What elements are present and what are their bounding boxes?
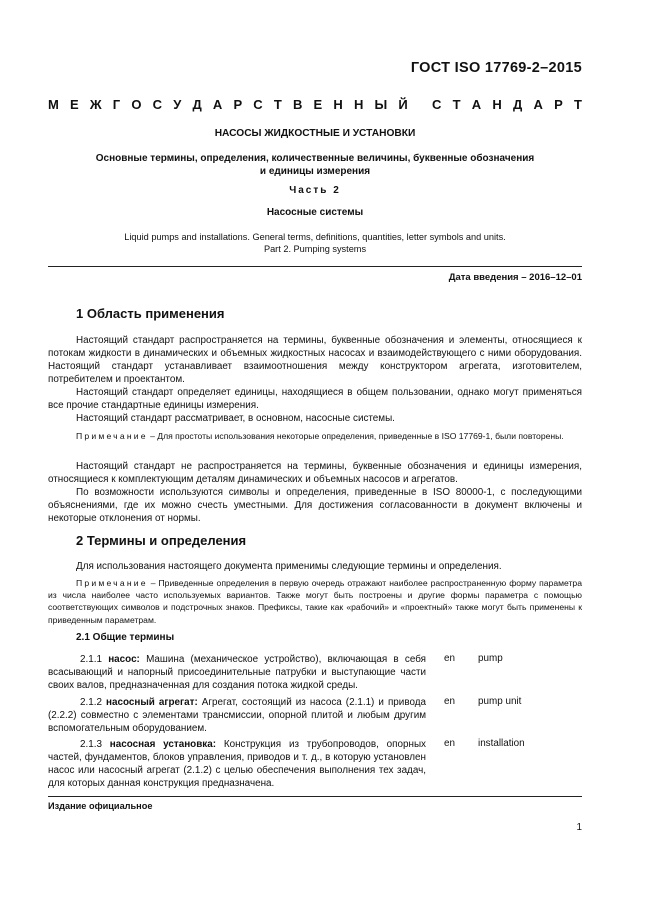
section-1-note: Примечание – Для простоты использования некоторые определения, приведенные в ISO 17769-1, были повторены. [76, 431, 564, 441]
term-equivalent: installation [478, 738, 525, 749]
official-edition-label: Издание официальное [48, 801, 153, 811]
section-1-paragraph-2: Настоящий стандарт определяет единицы, находящиеся в общем пользовании, однако могут применяться все прочие стандартные единицы измерения. [48, 387, 582, 411]
section-2-note: Примечание – Приведенные определения в первую очередь отражают наиболее распространенную форму параметра из числа наиболее часто используемых вариантов. Также могут быть построены и другие формы параметра с помощью соответствующих символов и подстрочных знаков. Префиксы, такие как «рабочий» и «проектный» также могут быть применены к приведенным параметрам. [48, 578, 582, 625]
term-equivalent: pump unit [478, 696, 522, 707]
banner-letter: Н [492, 97, 502, 112]
term-name: насосная установка: [109, 739, 217, 750]
banner-letter: Т [573, 97, 582, 112]
banner-letter: Й [398, 97, 408, 112]
note-label: Примечание [76, 578, 148, 588]
interstate-word [48, 97, 408, 112]
term-name: насос: [108, 654, 140, 665]
banner-letter: Р [233, 97, 243, 112]
section-2-heading: 2 Термины и определения [76, 533, 247, 548]
banner-letter: Ж [89, 97, 102, 112]
section-1-paragraph-1: Настоящий стандарт распространяется на термины, буквенные обозначения и элементы, относящиеся к потокам жидкости в динамических и объемных жидкостных насосах и взаимодействующего с ними оборудования. Настоящий стандарт устанавливает взаимоотношения между конструктором агрегата, изготовителем, потребителем и проектантом. [48, 335, 582, 385]
document-subtitle [48, 153, 582, 178]
english-title-line-2: Part 2. Pumping systems [263, 243, 367, 254]
english-title [48, 232, 582, 255]
english-title-line-1: Liquid pumps and installations. General terms, definitions, quantities, letter symbols and units. [124, 232, 506, 242]
document-title: НАСОСЫ ЖИДКОСТНЫЕ И УСТАНОВКИ [214, 128, 416, 139]
section-1-heading: 1 Область применения [76, 306, 225, 321]
term-entry: 2.1.2 насосный агрегат: Агрегат, состоящий из насоса (2.1.1) и привода (2.2.2) совместно с элементами трансмиссии, опорной плитой и любым другим вспомогательным оборудованием. [48, 697, 426, 734]
banner-letter: Ы [374, 97, 388, 112]
banner-letter: С [152, 97, 163, 112]
term-equivalent: pump [478, 653, 503, 664]
banner-letter: Е [313, 97, 323, 112]
banner-letter: Н [333, 97, 343, 112]
part-label: Часть 2 [289, 185, 341, 196]
term-entry: 2.1.3 насосная установка: Конструкция из трубопроводов, опорных частей, фундаментов, блоков управления, приводов и т. д., в которую установлен насос или насосный агрегат (2.1.2) с целью обеспечения выполнения тех задач, для которых данная конструкция предназначена. [48, 739, 426, 789]
banner-letter: С [432, 97, 442, 112]
banner-letter: Д [192, 97, 202, 112]
standard-word [432, 97, 582, 112]
section-1-paragraph-3: Настоящий стандарт рассматривает, в основном, насосные системы. [76, 413, 395, 424]
header-rule [48, 266, 582, 267]
banner-letter: О [131, 97, 142, 112]
term-language: en [444, 653, 455, 664]
banner-letter: А [471, 97, 482, 112]
gost-code: ГОСТ ISO 17769-2–2015 [410, 60, 582, 76]
banner-letter: Е [70, 97, 79, 112]
banner-letter: Н [353, 97, 364, 112]
subsection-heading: 2.1 Общие термины [76, 632, 175, 643]
banner-letter: Д [513, 97, 523, 112]
banner-letter: В [292, 97, 303, 112]
term-language: en [444, 738, 455, 749]
page-number: 1 [576, 822, 582, 833]
section-1-paragraph-4: Настоящий стандарт не распространяется на термины, буквенные обозначения и единицы измерения, относящиеся к комплектующим деталям динамических и объемных насосов и агрегатов. [48, 461, 582, 485]
interstate-standard-banner [48, 97, 582, 112]
banner-letter: А [212, 97, 223, 112]
introduction-date: Дата введения – 2016–12–01 [448, 272, 582, 283]
banner-letter: М [48, 97, 59, 112]
banner-letter: А [533, 97, 543, 112]
banner-letter: Р [554, 97, 563, 112]
section-2-paragraph-1: Для использования настоящего документа применимы следующие термины и определения. [76, 561, 502, 572]
banner-letter: У [173, 97, 182, 112]
banner-letter: Г [112, 97, 121, 112]
subtitle-line-2: и единицы измерения [259, 165, 371, 177]
banner-letter: С [253, 97, 263, 112]
note-label: Примечание [76, 431, 148, 441]
banner-letter: Т [273, 97, 282, 112]
term-name: насосный агрегат: [106, 697, 198, 708]
banner-letter: Т [452, 97, 461, 112]
footer-rule [48, 796, 582, 797]
term-entry: 2.1.1 насос: Машина (механическое устройство), включающая в себя всасывающий и напорный присоединительные патрубки и выступающие части своих валов, предназначенная для создания потока жидкой среды. [48, 654, 427, 691]
part-name: Насосные системы [266, 207, 364, 218]
term-language: en [444, 696, 455, 707]
subtitle-line-1: Основные термины, определения, количественные величины, буквенные обозначения [95, 153, 535, 164]
section-1-paragraph-5: По возможности используются символы и определения, приведенные в ISO 80000-1, с последующими объяснениями, где их можно счесть уместными. Для достижения согласованности в документ включены и некоторые отклонения от нормы. [48, 487, 582, 524]
